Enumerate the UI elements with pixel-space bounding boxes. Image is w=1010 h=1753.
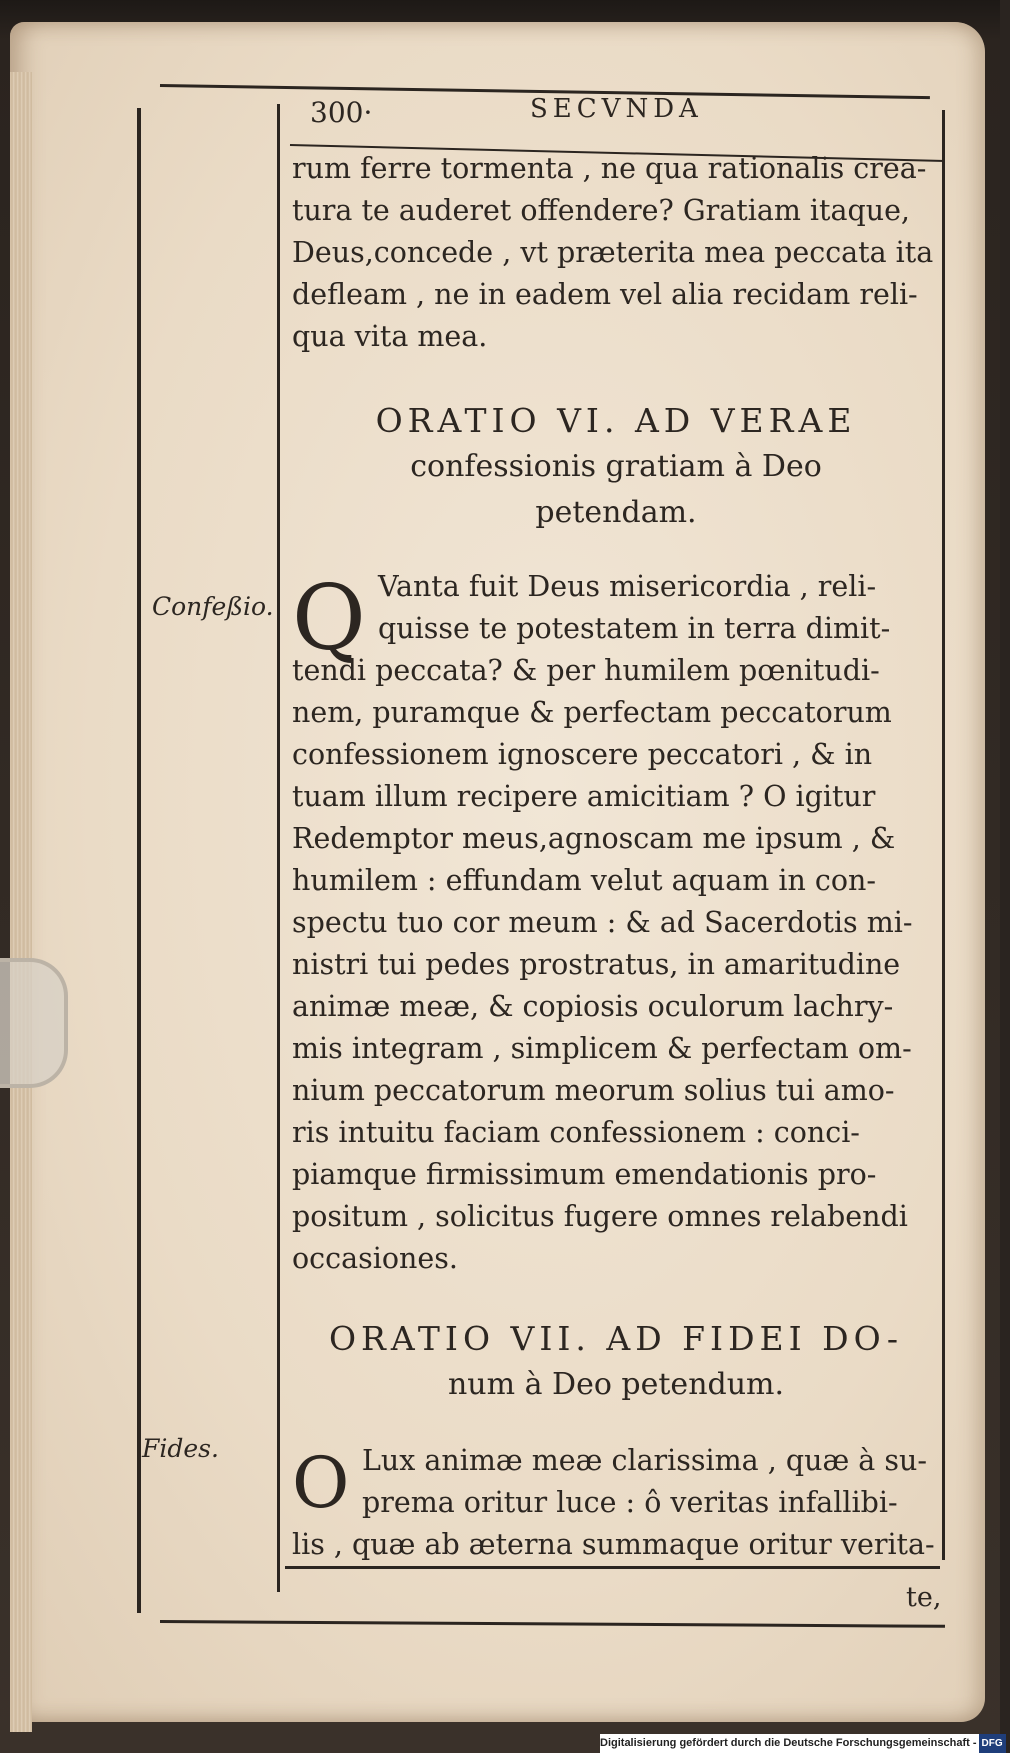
drop-cap: O bbox=[292, 1442, 350, 1524]
text-line: rum ferre tormenta , ne qua rationalis crea- bbox=[292, 152, 927, 185]
text-line: piamque firmissimum emendationis pro- bbox=[292, 1158, 877, 1191]
heading-line: confessionis gratiam à Deo bbox=[410, 449, 822, 484]
text-line: nium peccatorum meorum solius tui amo- bbox=[292, 1074, 895, 1107]
text-line: tura te auderet offendere? Gratiam itaque, bbox=[292, 194, 910, 227]
margin-rule-inner bbox=[277, 104, 280, 1592]
text-line: Vanta fuit Deus misericordia , reli- bbox=[378, 570, 877, 603]
text-line: ris intuitu faciam confessionem : conci- bbox=[292, 1116, 860, 1149]
page-edge-stack bbox=[10, 72, 32, 1732]
oratio-vii-heading bbox=[292, 1316, 940, 1408]
text-line: animæ meæ, & copiosis oculorum lachry- bbox=[292, 990, 894, 1023]
oratio-vi-paragraph bbox=[292, 566, 940, 1280]
digitization-credit: Digitalisierung gefördert durch die Deutsche Forschungsgemeinschaft - bbox=[600, 1737, 977, 1749]
heading-line: petendam. bbox=[535, 495, 697, 530]
margin-note-fides: Fides. bbox=[142, 1434, 219, 1463]
heading-line: ORATIO VI. AD VERAE bbox=[375, 401, 857, 440]
text-line: spectu tuo cor meum : & ad Sacerdotis mi- bbox=[292, 906, 913, 939]
page-number: 300· bbox=[310, 96, 373, 129]
oratio-vi-heading bbox=[292, 398, 940, 536]
text-line: nem, puramque & perfectam peccatorum bbox=[292, 696, 892, 729]
text-line: positum , solicitus fugere omnes relabendi bbox=[292, 1200, 908, 1233]
text-line: tendi peccata? & per humilem pœnitudi- bbox=[292, 654, 880, 687]
margin-rule-outer bbox=[137, 108, 141, 1613]
text-line: mis integram , simplicem & perfectam om- bbox=[292, 1032, 912, 1065]
text-line: defleam , ne in eadem vel alia recidam reli- bbox=[292, 278, 918, 311]
oratio-vii-paragraph bbox=[292, 1440, 940, 1566]
text-line: nistri tui pedes prostratus, in amaritudine bbox=[292, 948, 901, 981]
text-line: lis , quæ ab æterna summaque oritur verita- bbox=[292, 1528, 935, 1561]
text-line: qua vita mea. bbox=[292, 320, 488, 353]
running-head bbox=[290, 90, 930, 134]
page-clip bbox=[0, 958, 68, 1088]
drop-cap: Q bbox=[292, 566, 366, 671]
continuation-paragraph bbox=[292, 148, 940, 358]
text-line: occasiones. bbox=[292, 1242, 458, 1275]
text-line: prema oritur luce : ô veritas infallibi- bbox=[362, 1486, 898, 1519]
dfg-logo: DFG bbox=[979, 1734, 1006, 1753]
text-line: Redemptor meus,agnoscam me ipsum , & bbox=[292, 822, 896, 855]
catchword: te, bbox=[906, 1582, 942, 1613]
digitization-credit-bar bbox=[600, 1734, 1003, 1753]
heading-line: num à Deo petendum. bbox=[447, 1367, 785, 1402]
heading-line: ORATIO VII. AD FIDEI DO- bbox=[328, 1319, 904, 1358]
text-block-bottom-rule bbox=[285, 1566, 940, 1569]
margin-note-confessio: Confeßio. bbox=[152, 592, 274, 621]
frame-rule-right bbox=[942, 110, 945, 1560]
text-line: confessionem ignoscere peccatori , & in bbox=[292, 738, 873, 771]
text-line: quisse te potestatem in terra dimit- bbox=[378, 612, 891, 645]
text-line: tuam illum recipere amicitiam ? O igitur bbox=[292, 780, 876, 813]
text-line: Deus,concede , vt præterita mea peccata ita bbox=[292, 236, 934, 269]
text-line: Lux animæ meæ clarissima , quæ à su- bbox=[362, 1444, 927, 1477]
text-line: humilem : effundam velut aquam in con- bbox=[292, 864, 876, 897]
section-title: SECVNDA bbox=[530, 94, 703, 124]
